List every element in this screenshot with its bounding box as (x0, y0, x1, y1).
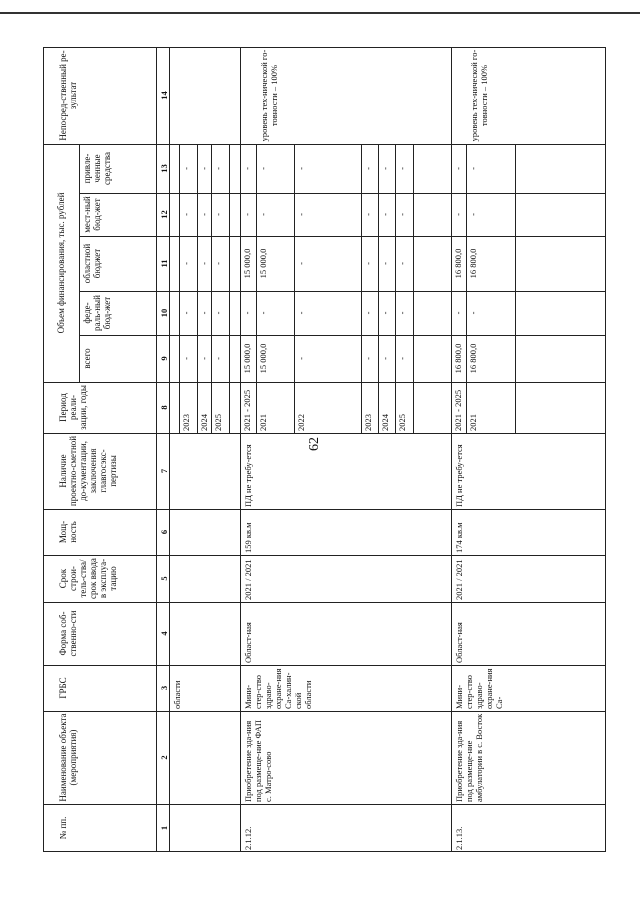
item-2-1-12-row-federal-text: - (296, 311, 306, 315)
item-2-1-12-row-total-text: - (397, 357, 407, 360)
header-attracted (81, 144, 126, 193)
cont-row-regional (198, 236, 211, 291)
cont-row-federal-text: - (181, 311, 191, 315)
item-2-1-12-row-local (241, 193, 256, 236)
grid-line (79, 144, 80, 382)
column-number-12 (158, 193, 167, 236)
item-2-1-13-row-total (452, 335, 466, 382)
item-2-1-12-row-federal-text: - (258, 311, 268, 315)
item-2-1-13-result (468, 47, 526, 144)
cont-row-total (212, 335, 229, 382)
item-2-1-12-capacity (242, 509, 434, 555)
grid-line (43, 555, 606, 556)
item-2-1-13-row-regional (467, 236, 515, 291)
header-result (57, 47, 167, 144)
item-2-1-12-num (242, 804, 434, 852)
item-2-1-13-row-year-text: 2021 - 2025 (453, 389, 463, 431)
item-2-1-12-num-text: 2.1.12. (243, 826, 253, 850)
header-period-text: Период реали-зации, годы (58, 385, 88, 430)
grid-line (413, 144, 414, 433)
grid-line (43, 711, 606, 712)
column-number-2 (158, 711, 167, 804)
header-ownership (57, 602, 167, 665)
item-2-1-12-row-local (379, 193, 395, 236)
item-2-1-12-row-year-text: 2022 (296, 414, 306, 431)
header-ownership-text: Форма соб-ственно-сти (58, 610, 78, 657)
item-2-1-12-row-year (379, 382, 395, 433)
item-2-1-12-row-year-text: 2021 (258, 414, 268, 431)
column-number-11 (158, 236, 167, 291)
cont-grbs (171, 665, 199, 711)
grid-line (395, 144, 396, 433)
header-name-text: Наименование объекта (мероприятия) (58, 713, 78, 802)
item-2-1-12-grbs (242, 665, 434, 711)
grid-line (179, 144, 180, 433)
grid-line (43, 47, 44, 852)
column-number-12-text: 12 (159, 210, 169, 219)
grid-line (361, 144, 362, 433)
item-2-1-13-row-federal (452, 291, 466, 335)
header-capacity-text: Мощ-ность (58, 520, 78, 544)
item-2-1-12-row-year-text: 2025 (397, 414, 407, 431)
item-2-1-12-row-local-text: - (258, 213, 268, 216)
header-local-text: мест-ный бюд-жет (82, 196, 102, 233)
grid-line (605, 47, 606, 852)
column-number-1-text: 1 (159, 825, 169, 831)
item-2-1-13-ownership (453, 602, 606, 665)
cont-row-year-text: 2024 (199, 414, 209, 431)
item-2-1-12-row-local-text: - (363, 213, 373, 216)
item-2-1-12-grbs-text: Мини-стер-ство здраво-охране-ния Са-халин-ской области (243, 668, 313, 709)
item-2-1-12-row-year (257, 382, 294, 433)
column-number-8-text: 8 (159, 405, 169, 410)
grid-line (43, 382, 606, 383)
grid-line (211, 144, 212, 433)
header-psd (57, 433, 167, 509)
column-number-3-text: 3 (159, 685, 169, 691)
item-2-1-13-psd (453, 433, 606, 509)
item-2-1-12-result (258, 47, 316, 144)
item-2-1-12-row-local-text: - (296, 213, 306, 216)
item-2-1-12-row-year-text: 2024 (380, 414, 390, 431)
cont-row-total (180, 335, 197, 382)
item-2-1-12-row-local (257, 193, 294, 236)
item-2-1-12-row-local-text: - (380, 213, 390, 216)
cont-row-attracted-text: - (181, 167, 191, 170)
item-2-1-12-row-attracted-text: - (397, 167, 407, 170)
grid-line (256, 144, 257, 433)
item-2-1-12-result-text: уровень тех-нической го-товности – 100% (259, 49, 279, 142)
header-regional (81, 236, 126, 291)
cont-row-federal-text: - (213, 311, 223, 315)
item-2-1-12-row-year (241, 382, 256, 433)
item-2-1-12-row-attracted-text: - (380, 167, 390, 170)
item-2-1-13-ownership-text: Област-ная (454, 622, 464, 663)
cont-row-year-text: 2025 (213, 414, 223, 431)
item-2-1-12-row-federal-text: - (397, 311, 407, 315)
item-2-1-12-row-attracted (295, 144, 361, 193)
grid-line (43, 144, 606, 145)
header-num-text: № пп. (58, 816, 68, 840)
grid-line (43, 602, 606, 603)
item-2-1-12-row-year (396, 382, 413, 433)
item-2-1-12-row-local-text: - (242, 213, 252, 216)
item-2-1-12-row-attracted (257, 144, 294, 193)
item-2-1-13-row-attracted-text: - (453, 167, 463, 170)
grid-line (156, 47, 157, 852)
item-2-1-12-row-local-text: - (397, 213, 407, 216)
item-2-1-12-row-total (241, 335, 256, 382)
item-2-1-12-row-attracted (241, 144, 256, 193)
column-number-11-text: 11 (159, 259, 169, 268)
column-number-5-text: 5 (159, 576, 169, 581)
cont-row-local (212, 193, 229, 236)
grid-line (43, 509, 606, 510)
item-2-1-12-row-federal (295, 291, 361, 335)
item-2-1-13-capacity-text: 174 кв.м (454, 522, 464, 553)
column-number-4 (158, 602, 167, 665)
item-2-1-12-ownership (242, 602, 434, 665)
item-2-1-13-num (453, 804, 606, 852)
item-2-1-12-row-attracted-text: - (258, 167, 268, 170)
item-2-1-12-row-regional (396, 236, 413, 291)
item-2-1-12-row-federal (362, 291, 378, 335)
header-result-text: Непосред-ственный ре-зультат (58, 50, 78, 141)
cont-row-local-text: - (213, 213, 223, 216)
grid-line (294, 144, 295, 433)
cont-row-regional (212, 236, 229, 291)
item-2-1-12-row-federal-text: - (363, 311, 373, 315)
item-2-1-12-row-attracted (396, 144, 413, 193)
item-2-1-12-row-regional-text: - (397, 262, 407, 265)
item-2-1-12-row-year-text: 2023 (363, 414, 373, 431)
item-2-1-13-name (453, 711, 606, 804)
grid-line (79, 236, 606, 237)
item-2-1-13-row-total-text: 16 800,0 (468, 343, 478, 374)
top-rule (0, 12, 640, 14)
item-2-1-12-row-regional-text: 15 000,0 (258, 248, 268, 279)
item-2-1-12-row-regional (241, 236, 256, 291)
grid-line (240, 47, 241, 852)
item-2-1-13-row-local (467, 193, 515, 236)
item-2-1-13-term-text: 2021 / 2021 (454, 559, 464, 600)
item-2-1-13-row-attracted-text: - (468, 167, 478, 170)
item-2-1-12-row-federal (241, 291, 256, 335)
item-2-1-13-row-year (452, 382, 466, 433)
item-2-1-12-row-year (362, 382, 378, 433)
header-attracted-text: привле-ченные средства (82, 152, 112, 186)
item-2-1-12-term (242, 555, 434, 602)
item-2-1-13-grbs (453, 665, 606, 711)
cont-row-local (198, 193, 211, 236)
item-2-1-12-row-total-text: 15 000,0 (258, 343, 268, 374)
header-term-text: Срок строи-тель-ства/срок ввода в эксплуа-тацию (58, 558, 118, 599)
cont-row-local (180, 193, 197, 236)
item-2-1-13-result-text: уровень тех-нической го-товности – 100% (469, 49, 489, 142)
cont-grbs-text: области (172, 680, 182, 709)
column-number-9 (158, 335, 167, 382)
cont-row-federal (212, 291, 229, 335)
header-total (81, 335, 126, 382)
cont-row-federal-text: - (199, 311, 209, 315)
item-2-1-13-num-text: 2.1.13. (454, 826, 464, 850)
item-2-1-12-capacity-text: 159 кв.м (243, 522, 253, 553)
grid-line (79, 335, 606, 336)
item-2-1-12-ownership-text: Област-ная (243, 622, 253, 663)
cont-row-local-text: - (199, 213, 209, 216)
item-2-1-13-row-attracted (452, 144, 466, 193)
item-2-1-13-grbs-text: Мини-стер-ство здраво-охране-ния Са- (454, 668, 504, 709)
item-2-1-12-row-local (396, 193, 413, 236)
header-federal (81, 291, 126, 335)
header-capacity (57, 509, 167, 555)
cont-row-total-text: - (181, 357, 191, 360)
item-2-1-12-row-regional-text: - (296, 262, 306, 265)
item-2-1-12-row-total-text: 15 000,0 (242, 343, 252, 374)
grid-line (515, 144, 516, 433)
item-2-1-13-row-federal (467, 291, 515, 335)
item-2-1-12-row-total (362, 335, 378, 382)
item-2-1-13-row-regional-text: 16 800,0 (468, 248, 478, 279)
item-2-1-12-row-attracted-text: - (296, 167, 306, 170)
item-2-1-12-term-text: 2021 / 2021 (243, 559, 253, 600)
grid-line (169, 47, 170, 852)
column-number-10 (158, 291, 167, 335)
column-number-9-text: 9 (159, 356, 169, 361)
grid-line (43, 47, 606, 48)
item-2-1-12-row-attracted (379, 144, 395, 193)
cont-row-attracted (180, 144, 197, 193)
header-funding-group-text: Объем финансирования, тыс. рублей (56, 192, 66, 334)
grid-line (79, 291, 606, 292)
item-2-1-12-row-total (257, 335, 294, 382)
header-grbs-text: ГРБС (58, 677, 68, 699)
cont-row-year (212, 382, 229, 433)
column-number-13 (158, 144, 167, 193)
cont-row-year-text: 2023 (181, 414, 191, 431)
header-term (57, 555, 167, 602)
item-2-1-12-row-federal (379, 291, 395, 335)
item-2-1-12-row-total-text: - (363, 357, 373, 360)
item-2-1-12-row-regional (379, 236, 395, 291)
header-name (57, 711, 167, 804)
header-federal-text: феде-раль-ный бюд-жет (82, 295, 112, 331)
header-psd-text: Наличие проектно-сметной до-кументации, заключения главгосэкс-пертизы (58, 435, 118, 507)
item-2-1-12-row-regional-text: - (363, 262, 373, 265)
column-number-13-text: 13 (159, 164, 169, 173)
column-number-8 (158, 382, 167, 433)
item-2-1-12-row-regional-text: - (380, 262, 390, 265)
grid-line (79, 193, 606, 194)
grid-line (43, 851, 606, 852)
item-2-1-13-row-local-text: - (453, 213, 463, 216)
grid-line (378, 144, 379, 433)
item-2-1-13-row-federal-text: - (453, 311, 463, 315)
header-grbs (57, 665, 167, 711)
column-number-7-text: 7 (159, 468, 169, 474)
column-number-5 (158, 555, 167, 602)
item-2-1-12-row-total (396, 335, 413, 382)
grid-line (43, 433, 606, 434)
cont-row-regional-text: - (199, 262, 209, 265)
cont-row-regional (180, 236, 197, 291)
item-2-1-12-row-federal (257, 291, 294, 335)
column-number-2-text: 2 (159, 755, 169, 760)
column-number-6 (158, 509, 167, 555)
column-number-10-text: 10 (159, 308, 169, 318)
item-2-1-13-row-total-text: 16 800,0 (453, 343, 463, 374)
cont-row-year (180, 382, 197, 433)
item-2-1-13-name-text: Приобретение зда-ния под размеще-ние амбулатории в с. Восток (454, 713, 484, 802)
header-period (57, 382, 167, 433)
cont-row-total-text: - (199, 357, 209, 360)
header-funding-group (45, 144, 79, 382)
column-number-14-text: 14 (159, 91, 169, 100)
item-2-1-12-row-regional (295, 236, 361, 291)
cont-row-attracted (198, 144, 211, 193)
item-2-1-12-row-total (379, 335, 395, 382)
cont-row-total (198, 335, 211, 382)
grid-line (197, 144, 198, 433)
cont-row-total-text: - (213, 357, 223, 360)
header-total-text: всего (82, 348, 92, 369)
grid-line (466, 144, 467, 433)
item-2-1-13-row-local-text: - (468, 213, 478, 216)
item-2-1-12-row-federal (396, 291, 413, 335)
item-2-1-13-row-regional (452, 236, 466, 291)
cont-row-attracted-text: - (213, 167, 223, 170)
column-number-1 (158, 804, 167, 852)
column-number-6-text: 6 (159, 529, 169, 535)
grid-line (451, 47, 452, 852)
item-2-1-12-row-federal-text: - (242, 311, 252, 315)
item-2-1-13-row-year-text: 2021 (468, 414, 478, 431)
item-2-1-13-row-local (452, 193, 466, 236)
grid-line (43, 804, 606, 805)
cont-row-federal (180, 291, 197, 335)
cont-row-regional-text: - (181, 262, 191, 265)
item-2-1-12-row-regional (257, 236, 294, 291)
item-2-1-12-row-regional (362, 236, 378, 291)
cont-row-federal (198, 291, 211, 335)
column-number-14 (158, 47, 167, 144)
item-2-1-12-row-total-text: - (380, 357, 390, 360)
column-number-4-text: 4 (159, 631, 169, 636)
column-number-3 (158, 665, 167, 711)
item-2-1-12-row-attracted-text: - (363, 167, 373, 170)
item-2-1-13-row-year (467, 382, 515, 433)
item-2-1-12-row-local (295, 193, 361, 236)
item-2-1-12-psd (242, 433, 434, 509)
item-2-1-12-row-total-text: - (296, 357, 306, 360)
item-2-1-12-row-attracted (362, 144, 378, 193)
item-2-1-12-row-attracted-text: - (242, 167, 252, 170)
item-2-1-13-capacity (453, 509, 606, 555)
item-2-1-12-row-total (295, 335, 361, 382)
cont-row-attracted-text: - (199, 167, 209, 170)
page-number: 62 (307, 437, 322, 451)
grid-line (229, 144, 230, 433)
item-2-1-12-name (242, 711, 434, 804)
item-2-1-13-psd-text: ПД не требу-ется (454, 444, 464, 507)
header-regional-text: областной бюджет (82, 243, 102, 284)
item-2-1-13-row-attracted (467, 144, 515, 193)
item-2-1-12-row-local (362, 193, 378, 236)
item-2-1-12-row-year (295, 382, 361, 433)
item-2-1-12-row-regional-text: 15 000,0 (242, 248, 252, 279)
item-2-1-13-term (453, 555, 606, 602)
cont-row-local-text: - (181, 213, 191, 216)
item-2-1-12-row-federal-text: - (380, 311, 390, 315)
cont-row-regional-text: - (213, 262, 223, 265)
grid-line (43, 665, 606, 666)
column-number-7 (158, 433, 167, 509)
financing-table (43, 47, 606, 852)
cont-row-attracted (212, 144, 229, 193)
cont-row-year (198, 382, 211, 433)
header-local (81, 193, 126, 236)
header-num (57, 804, 167, 852)
item-2-1-13-row-federal-text: - (468, 311, 478, 315)
item-2-1-12-row-year-text: 2021 - 2025 (242, 389, 252, 431)
item-2-1-12-name-text: Приобретение зда-ния под размеще-ние ФАП с. Матро-сово (243, 719, 273, 802)
item-2-1-13-row-regional-text: 16 800,0 (453, 248, 463, 279)
item-2-1-12-psd-text: ПД не требу-ется (243, 444, 253, 507)
item-2-1-13-row-total (467, 335, 515, 382)
